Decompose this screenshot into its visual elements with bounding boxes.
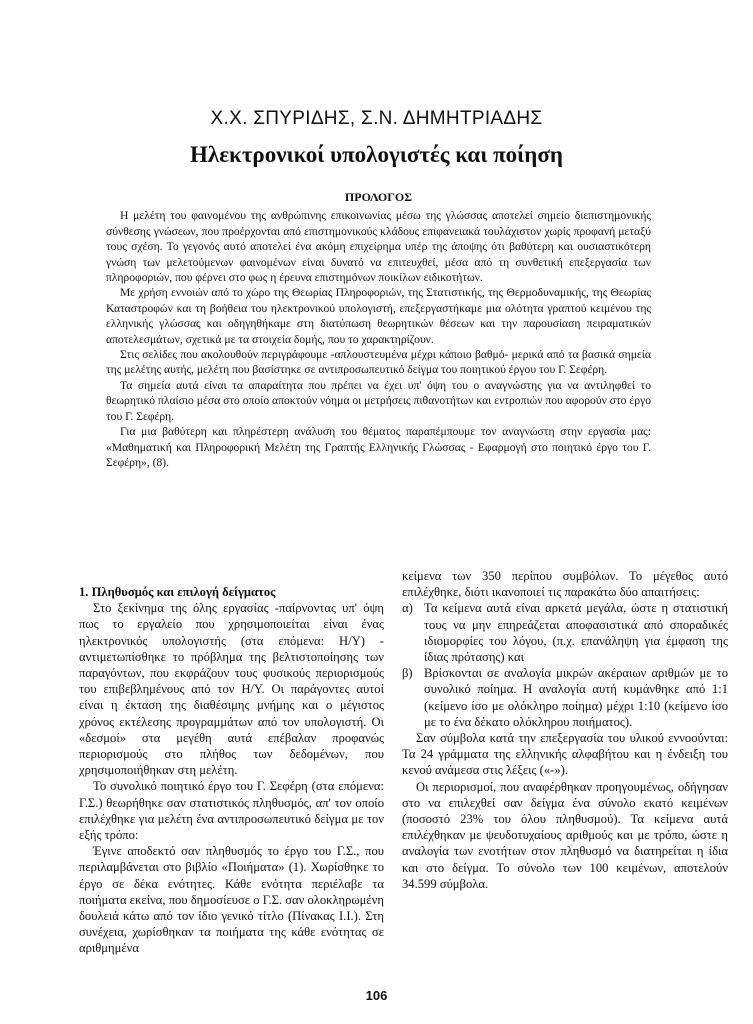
prologue-paragraph: Η μελέτη του φαινομένου της ανθρώπινης επικοινωνίας μέσω της γλώσσας αποτελεί σημείο διεπιστημονικής σύνθεσης γνώσεων, που προέρχονται από επιστημονικούς κλάδους επιφανειακά τουλάχιστον χωρίς προφανή μεταξύ τους σχέση. Το γεγονός αυτό αποτελεί ένα ακόμη επιχείρημα υπέρ της άποψης ότι βαθύτερη και ουσιαστικότερη γνώση των μελετούμενων φαινομένων είναι δυνατό να επιτευχθεί, μέσα από τη συνθετική επεξεργασία των πληροφοριών, που φέρνει στο φως η έρευνα επιστημόνων ποικίλων ειδικοτήτων. (106, 209, 651, 285)
list-item (402, 600, 728, 665)
page-number: 106 (365, 988, 388, 1003)
body-paragraph: Το συνολικό ποιητικό έργο του Γ. Σεφέρη (στα επόμενα: Γ.Σ.) θεωρήθηκε σαν στατιστικός πληθυσμός, απ' τον οποίο επιλέχθηκε για μελέτη ένα αντιπροσωπευτικό δείγμα με τον εξής τρόπο: (79, 779, 384, 843)
article-title: Ηλεκτρονικοί υπολογιστές και ποίηση (190, 142, 563, 167)
list-text: Βρίσκονται σε αναλογία μικρών ακέραιων αριθμών με το συνολικό ποίημα. Η αναλογία αυτή κυμάνθηκε από 1:1 (κείμενο ίσο με ολόκληρο ποίημα) μέχρι 1:10 (κείμενο ίσο με το ένα δέκατο ολόκληρου ποιήματος). (424, 666, 728, 729)
prologue-paragraph: Για μια βαθύτερη και πληρέστερη ανάλυση του θέματος παραπέμπουμε τον αναγνώστη στην εργασία μας: «Μαθηματική και Πληροφορική Μελέτη της Γραπτής Ελληνικής Γλώσσας - Εφαρμογή στο ποιητικό έργο του Γ. Σεφέρη», (8). (106, 425, 651, 469)
body-paragraph: Στο ξεκίνημα της όλης εργασίας -παίρνοντας υπ' όψη πως το εργαλείο που χρησιμοποιείται είναι ένας ηλεκτρονικός υπολογιστής (στα επόμενα: Η/Υ) - αντιμετωπίσθηκε το πρόβλημα της βελτιστοποίησης των παραγόντων, που εκφράζουν τους φυσικούς περιορισμούς του επιβεβλημένους από τον Η/Υ. Οι παράγοντες αυτοί είναι η έκταση της διαθέσιμης μνήμης και ο μέγιστος χρόνος εκτέλεσης προγραμμάτων από τον υπολογιστή. Οι «δεσμοί» στα μεγέθη αυτά επέβαλαν προφανώς περιορισμούς στο πλήθος των δεδομένων, που χρησιμοποιήθηκαν στη μελέτη. (79, 601, 384, 778)
body-paragraph: Σαν σύμβολα κατά την επεξεργασία του υλικού εννοούνται: Τα 24 γράμματα της ελληνικής αλφαβήτου και η ένδειξη του κενού ανάμεσα στις λέξεις («-»). (402, 731, 728, 778)
prologue-paragraph: Στις σελίδες που ακολουθούν περιγράφουμε -απλουστευμένα μέχρι κάποιο βαθμό- μερικά από τα βασικά σημεία της μελέτης αυτής, μελέτη που βασίστηκε σε αντιπροσωπευτικό δείγμα του ποιητικού έργου του Γ. Σεφέρη. (106, 348, 651, 377)
authors: Χ.Χ. ΣΠΥΡΙΔΗΣ, Σ.Ν. ΔΗΜΗΤΡΙΑΔΗΣ (210, 108, 543, 129)
prologue-paragraph: Με χρήση εννοιών από το χώρο της Θεωρίας Πληροφοριών, της Στατιστικής, της Θερμοδυναμικής, της Θεωρίας Καταστροφών και τη βοήθεια του ηλεκτρονικού υπολογιστή, επεξεργαστήκαμε μια ολότητα γραπτού κειμένου της ελληνικής γλώσσας και οδηγηθήκαμε στη διατύπωση θεωρητικών θέσεων και την παρουσίαση πειραματικών αποτελεσμάτων, σχετικά με τα στοιχεία δομής, που το χαρακτηρίζουν. (106, 286, 651, 346)
list-marker: α) (402, 601, 413, 616)
right-column (402, 568, 728, 892)
body-paragraph: κείμενα των 350 περίπου συμβόλων. Το μέγεθος αυτό επιλέχθηκε, διότι ικανοποιεί τις παρακάτω δύο απαιτήσεις: (402, 569, 728, 600)
list-text: Τα κείμενα αυτά είναι αρκετά μεγάλα, ώστε η στατιστική τους να μην επηρεάζεται αποφασιστικά από σποραδικές ιδιομορφίες του λόγου, (π.χ. επανάληψη για έμφαση της ίδιας πρότασης) και (424, 601, 728, 665)
body-paragraph: Έγινε αποδεκτό σαν πληθυσμός το έργο του Γ.Σ., που περιλαμβάνεται στο βιβλίο «Ποιήματα» (1). Χωρίσθηκε το έργο σε δέκα ενότητες. Κάθε ενότητα περιέλαβε τα ποιήματα εκείνα, που δημοσίευσε ο Γ.Σ. σαν ολοκληρωμένη δουλειά κάτω από τον ίδιο γενικό τίτλο (Πίνακας Ι.Ι.). Στη συνέχεια, χωρίσθηκαν τα ποιήματα της κάθε ενότητας σε αριθμημένα (79, 844, 384, 956)
list-marker: β) (402, 666, 413, 681)
left-column (79, 584, 384, 957)
prologue-paragraph: Τα σημεία αυτά είναι τα απαραίτητα που πρέπει να έχει υπ' όψη του ο αναγνώστης για να αντιληφθεί το θεωρητικό πλαίσιο μέσα στο οποίο αποκτούν νόημα οι μετρήσεις πιθανοτήτων και εντροπιών που αφορούν στο έργο του Γ. Σεφέρη. (106, 378, 651, 423)
body-paragraph: Οι περιορισμοί, που αναφέρθηκαν προηγουμένως, οδήγησαν στο να επιλεχθεί σαν δείγμα ένα σύνολο εκατό κειμένων (ποσοστό 23% του όλου πληθυσμού). Τα κείμενα αυτά επιλέχθηκαν με ψευδοτυχαίους αριθμούς και με τρόπο, ώστε η αναλογία των ενοτήτων στον πληθυσμό να διατηρείται η ίδια και στο δείγμα. Το σύνολο των 100 κειμένων, αποτελούν 34.599 σύμβολα. (402, 779, 728, 891)
prologue-heading: ΠΡΟΛΟΓΟΣ (344, 190, 413, 204)
list-item (402, 665, 728, 730)
prologue (106, 190, 651, 470)
section-heading: 1. Πληθυσμός και επιλογή δείγματος (79, 585, 276, 599)
